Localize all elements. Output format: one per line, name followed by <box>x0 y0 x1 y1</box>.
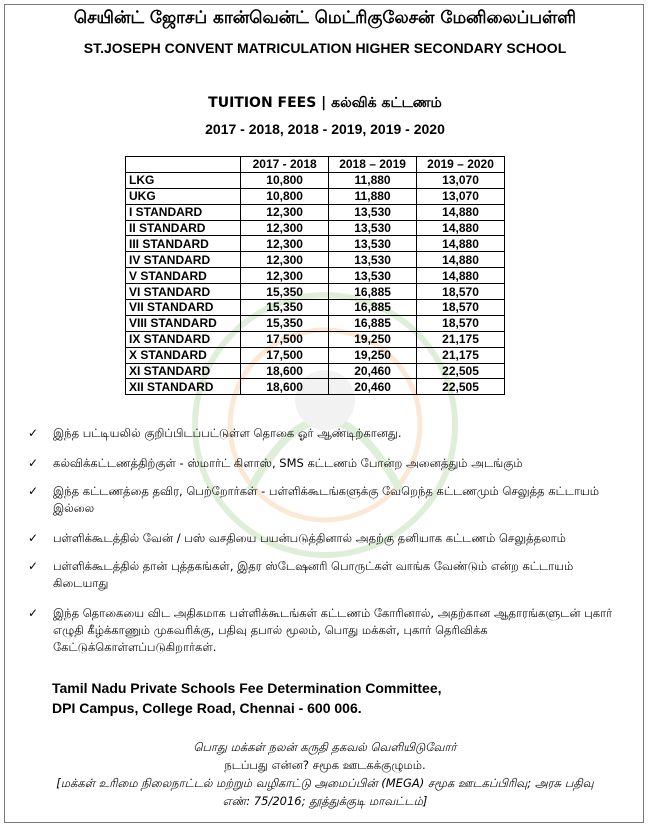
fee-cell: 16,885 <box>329 315 417 331</box>
note-text: இந்த கட்டணத்தை தவிர, பெற்றோர்கள் - பள்ளிக்கூடங்களுக்கு வேறெந்த கட்டணமும் செலுத்த கட்டாயம் இல்லை <box>53 484 600 515</box>
checkmark-icon: ✓ <box>28 531 39 545</box>
table-row <box>126 315 505 331</box>
class-name-cell: II STANDARD <box>126 220 241 236</box>
class-name-cell: VI STANDARD <box>126 284 241 300</box>
fee-cell: 18,570 <box>417 284 505 300</box>
fee-cell: 16,885 <box>329 284 417 300</box>
fee-cell: 11,880 <box>329 172 417 188</box>
fee-cell: 22,505 <box>417 379 505 395</box>
academic-years: 2017 - 2018, 2018 - 2019, 2019 - 2020 <box>205 121 445 137</box>
fee-cell: 14,880 <box>417 236 505 252</box>
note-text: பள்ளிக்கூடத்தில் தான் புத்தகங்கள், இதர ஸ்டேஷனரி பொருட்கள் வாங்க வேண்டும் என்ற கட்டாயம் கிடையாது <box>53 559 574 590</box>
fee-cell: 21,175 <box>417 347 505 363</box>
note-text: இந்த தொகையை விட அதிகமாக பள்ளிக்கூடங்கள் கட்டணம் கோரினால், அதற்கான ஆதாரங்களுடன் புகார் எழுதி கீழ்க்காணும் முகவரிக்கு, பதிவு தபால் மூலம், பொது மக்கள், புகார் தெரிவிக்க கேட்டுக்கொள்ளப்படுகிறார்கள். <box>53 606 613 654</box>
list-item <box>28 530 628 547</box>
class-name-cell: VII STANDARD <box>126 300 241 316</box>
fee-cell: 10,800 <box>241 172 329 188</box>
table-row <box>126 188 505 204</box>
fee-cell: 13,070 <box>417 188 505 204</box>
fee-cell: 12,300 <box>241 204 329 220</box>
class-name-cell: LKG <box>126 172 241 188</box>
checkmark-icon: ✓ <box>28 484 39 498</box>
fee-cell: 15,350 <box>241 284 329 300</box>
school-name-tamil: செயின்ட் ஜோசப் கான்வென்ட் மெட்ரிகுலேசன் மேனிலைப்பள்ளி <box>73 8 577 28</box>
fee-cell: 12,300 <box>241 268 329 284</box>
class-name-cell: I STANDARD <box>126 204 241 220</box>
fee-cell: 13,530 <box>329 204 417 220</box>
table-row <box>126 331 505 347</box>
fee-cell: 15,350 <box>241 315 329 331</box>
note-text: கல்விக்கட்டணத்திற்குள் - ஸ்மார்ட் கிளாஸ், SMS கட்டணம் போன்ற அனைத்தும் அடங்கும் <box>53 456 523 470</box>
list-item <box>28 483 628 517</box>
class-name-cell: IV STANDARD <box>126 252 241 268</box>
fee-cell: 14,880 <box>417 252 505 268</box>
fee-cell: 18,600 <box>241 379 329 395</box>
table-row <box>126 252 505 268</box>
checkmark-icon: ✓ <box>28 426 39 440</box>
footer <box>0 738 650 810</box>
school-name-english: ST.JOSEPH CONVENT MATRICULATION HIGHER SECONDARY SCHOOL <box>83 40 567 56</box>
fee-cell: 18,570 <box>417 315 505 331</box>
footer-line-3: [மக்கள் உரிமை நிலைநாட்டல் மற்றும் வழிகாட்டு அமைப்பின் (MEGA) சமூக ஊடகப்பிரிவு; அரசு பதிவு <box>56 776 594 790</box>
fee-cell: 14,880 <box>417 204 505 220</box>
table-row <box>126 236 505 252</box>
class-name-cell: VIII STANDARD <box>126 315 241 331</box>
fee-cell: 20,460 <box>329 363 417 379</box>
fee-cell: 13,530 <box>329 220 417 236</box>
column-header <box>126 157 241 173</box>
fees-table-body <box>126 172 505 394</box>
fee-cell: 12,300 <box>241 236 329 252</box>
committee-name: Tamil Nadu Private Schools Fee Determination Committee, <box>52 680 442 696</box>
list-item <box>28 558 628 592</box>
footer-line-2: நடப்பது என்ன? சமூக ஊடகக்குழுமம். <box>224 758 426 772</box>
fee-cell: 13,530 <box>329 236 417 252</box>
table-row <box>126 220 505 236</box>
fee-cell: 22,505 <box>417 363 505 379</box>
column-header: 2019 – 2020 <box>417 157 505 173</box>
fee-cell: 13,530 <box>329 268 417 284</box>
list-item <box>28 605 628 656</box>
class-name-cell: V STANDARD <box>126 268 241 284</box>
table-row <box>126 347 505 363</box>
fee-cell: 18,570 <box>417 300 505 316</box>
fee-cell: 14,880 <box>417 220 505 236</box>
checkmark-icon: ✓ <box>28 559 39 573</box>
footer-line-4: எண்: 75/2016; தூத்துக்குடி மாவட்டம்] <box>222 794 428 808</box>
fee-cell: 17,500 <box>241 347 329 363</box>
fee-cell: 12,300 <box>241 252 329 268</box>
table-row <box>126 204 505 220</box>
fee-cell: 10,800 <box>241 188 329 204</box>
class-name-cell: X STANDARD <box>126 347 241 363</box>
class-name-cell: XII STANDARD <box>126 379 241 395</box>
fee-cell: 15,350 <box>241 300 329 316</box>
class-name-cell: III STANDARD <box>126 236 241 252</box>
fee-cell: 14,880 <box>417 268 505 284</box>
table-header-row <box>126 157 505 173</box>
note-text: பள்ளிக்கூடத்தில் வேன் / பஸ் வசதியை பயன்படுத்தினால் அதற்கு தனியாக கட்டணம் செலுத்தலாம் <box>53 531 566 545</box>
list-item <box>28 425 628 442</box>
table-row <box>126 172 505 188</box>
fee-cell: 21,175 <box>417 331 505 347</box>
fees-table <box>125 156 505 395</box>
fee-cell: 19,250 <box>329 347 417 363</box>
column-header: 2018 – 2019 <box>329 157 417 173</box>
class-name-cell: IX STANDARD <box>126 331 241 347</box>
fee-cell: 16,885 <box>329 300 417 316</box>
table-row <box>126 363 505 379</box>
table-row <box>126 284 505 300</box>
committee-address <box>52 678 442 718</box>
checkmark-icon: ✓ <box>28 606 39 620</box>
column-header: 2017 - 2018 <box>241 157 329 173</box>
fees-title: TUITION FEES | கல்விக் கட்டணம் <box>208 95 442 111</box>
class-name-cell: XI STANDARD <box>126 363 241 379</box>
footer-line-1: பொது மக்கள் நலன் கருதி தகவல் வெளியிடுவோர் <box>193 740 457 754</box>
table-row <box>126 268 505 284</box>
fee-cell: 13,070 <box>417 172 505 188</box>
table-row <box>126 300 505 316</box>
note-text: இந்த பட்டியலில் குறிப்பிடப்பட்டுள்ள தொகை ஓர் ஆண்டிற்கானது. <box>53 426 402 440</box>
fee-cell: 12,300 <box>241 220 329 236</box>
notes-list <box>28 425 628 656</box>
fee-cell: 17,500 <box>241 331 329 347</box>
fee-cell: 11,880 <box>329 188 417 204</box>
table-row <box>126 379 505 395</box>
fee-cell: 13,530 <box>329 252 417 268</box>
list-item <box>28 455 628 472</box>
checkmark-icon: ✓ <box>28 456 39 470</box>
committee-location: DPI Campus, College Road, Chennai - 600 006. <box>52 700 362 716</box>
fee-cell: 20,460 <box>329 379 417 395</box>
fee-cell: 19,250 <box>329 331 417 347</box>
fee-cell: 18,600 <box>241 363 329 379</box>
class-name-cell: UKG <box>126 188 241 204</box>
